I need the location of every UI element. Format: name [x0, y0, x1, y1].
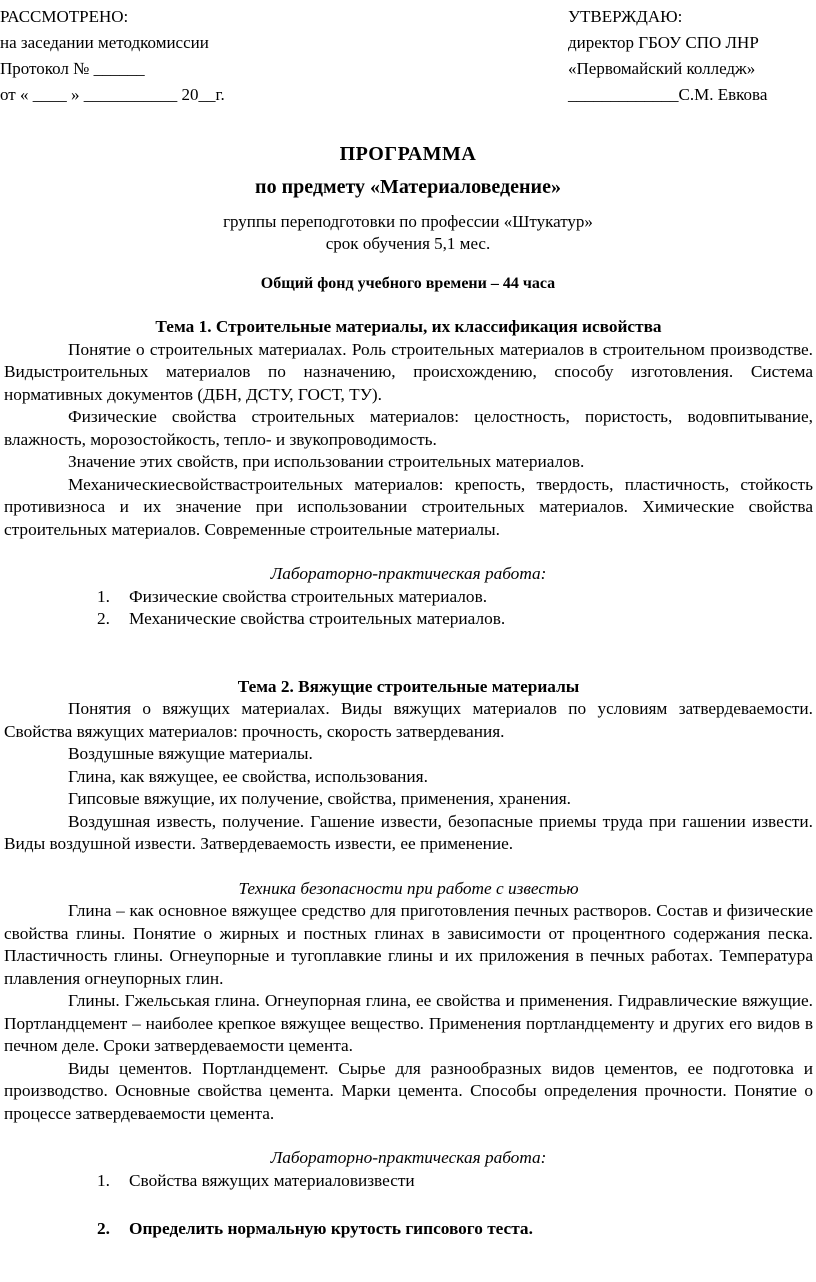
list-text: Механические свойства строительных материалов. — [129, 609, 506, 628]
spacer — [4, 1125, 813, 1147]
header-left-line: РАССМОТРЕНО: — [0, 7, 129, 26]
list-number: 2. — [97, 609, 110, 628]
duration-line: срок обучения 5,1 мес. — [325, 234, 491, 253]
lab-work-title: Лабораторно-практическая работа: — [270, 1148, 547, 1167]
paragraph: Воздушные вяжущие материалы. — [68, 744, 313, 763]
list-item — [4, 1218, 813, 1241]
subject-title: по предмету «Материаловедение» — [255, 176, 561, 198]
header-left-line: на заседании методкомиссии — [0, 33, 209, 52]
spacer — [4, 631, 813, 676]
spacer — [4, 1192, 813, 1218]
safety-title: Техника безопасности при работе с известью — [238, 878, 579, 898]
list-number: 1. — [97, 1170, 110, 1190]
paragraph: Глина – как основное вяжущее средство для приготовления печных растворов. Состав и физические свойства глины. Понятие о жирных и постных глинах в зависимости от процентного содержания песка. Пластичность глины. Огнеупорные и тугоплавкие глины и их приложения в печных работах. Температура плавления огнеупорных глин. — [4, 901, 813, 988]
paragraph: Глина, как вяжущее, ее свойства, использования. — [68, 766, 428, 786]
header-right-line: директор ГБОУ СПО ЛНР — [568, 33, 759, 52]
paragraph: Гипсовые вяжущие, их получение, свойства, применения, хранения. — [68, 789, 571, 808]
lab-work-title: Лабораторно-практическая работа: — [270, 564, 547, 583]
list-item — [4, 1170, 813, 1193]
topic-1-heading: Тема 1. Строительные материалы, их классификация исвойства — [155, 317, 662, 336]
time-fund-line: Общий фонд учебного времени – 44 часа — [260, 275, 556, 292]
group-line: группы переподготовки по профессии «Штукатур» — [223, 212, 593, 231]
header-considered-block — [0, 4, 400, 108]
paragraph: Виды цементов. Портландцемент. Сырье для разнообразных видов цементов, ее подготовка и производство. Основные свойства цемента. Марки цемента. Способы определения прочности. Понятие о процессе затвердеваемости цемента. — [4, 1058, 813, 1123]
paragraph: Воздушная известь, получение. Гашение извести, безопасные приемы труда при гашении извести. Виды воздушной извести. Затвердеваемость извести, ее применение. — [4, 811, 813, 853]
header-right-line: «Первомайский колледж» — [568, 59, 756, 78]
paragraph: Понятие о строительных материалах. Роль строительных материалов в строительном производстве. Видыстроительных материалов по назначению, происхождению, способу изготовления. Система нормативных документов (ДБН, ДСТУ, ГОСТ, ТУ). — [4, 339, 813, 404]
spacer — [4, 856, 813, 878]
paragraph: Понятия о вяжущих материалах. Виды вяжущих материалов по условиям затвердеваемости. Свойства вяжущих материалов: прочность, скорость затвердевания. — [4, 699, 813, 741]
header-approved-block — [568, 4, 813, 108]
topic-2-heading: Тема 2. Вяжущие строительные материалы — [237, 676, 580, 696]
list-number: 1. — [97, 586, 110, 606]
document-body — [4, 316, 813, 1241]
paragraph: Механическиесвойствастроительных материалов: крепость, твердость, пластичность, стойкость противизноса и их значение при использовании строительных материалов. Химические свойства строительных материалов. Современные строительные материалы. — [4, 474, 813, 539]
paragraph: Глины. Гжельськая глина. Огнеупорная глина, ее свойства и применения. Гидравлические вяжущие. Портландцемент – наиболее крепкое вяжущее вещество. Применения портландцементу и других его видов в печном деле. Сроки затвердеваемости цемента. — [4, 991, 813, 1055]
spacer — [4, 541, 813, 563]
list-number: 2. — [97, 1219, 110, 1238]
list-text: Свойства вяжущих материаловизвести — [129, 1170, 415, 1190]
list-item — [4, 608, 813, 631]
paragraph: Значение этих свойств, при использовании строительных материалов. — [68, 452, 585, 471]
header-right-line: _____________С.М. Евкова — [568, 85, 768, 104]
list-text: Определить нормальную крутость гипсового теста. — [129, 1219, 533, 1238]
header-left-line: от « ____ » ___________ 20__г. — [0, 85, 225, 104]
paragraph: Физические свойства строительных материалов: целостность, пористость, водовпитывание, влажность, морозостойкость, тепло- и звукопроводимость. — [4, 407, 813, 449]
header-right-line: УТВЕРЖДАЮ: — [568, 7, 683, 26]
document-title: ПРОГРАММА — [339, 143, 477, 165]
list-text: Физические свойства строительных материалов. — [129, 586, 488, 606]
header-left-line: Протокол № ______ — [0, 59, 145, 78]
list-item — [4, 586, 813, 609]
